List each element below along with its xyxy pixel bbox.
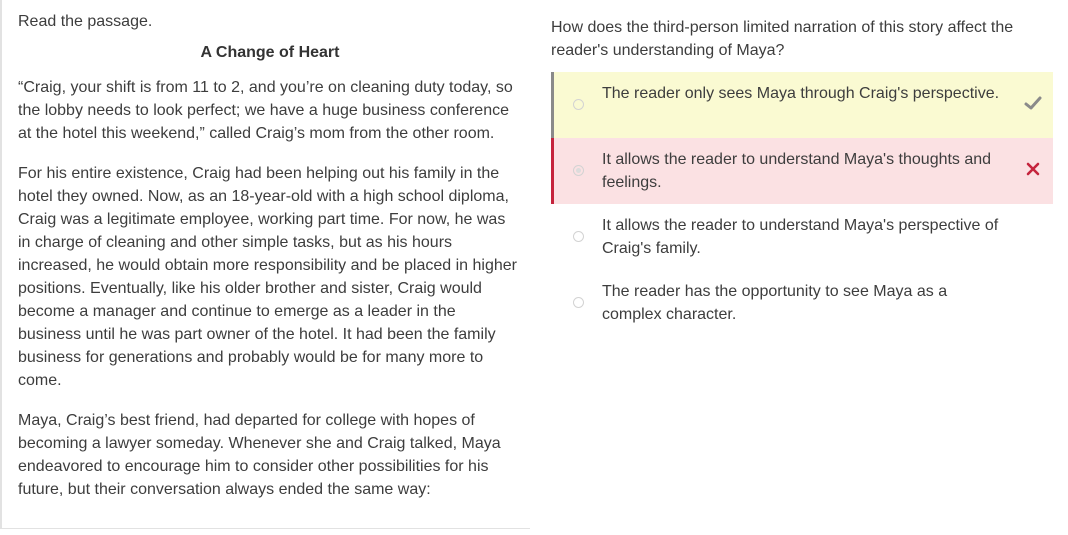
answer-choice-selected-incorrect[interactable] [551, 138, 1053, 204]
checkmark-icon [1023, 93, 1043, 113]
passage-content [2, 0, 530, 501]
passage-title: A Change of Heart [200, 44, 340, 61]
answer-choice-correct[interactable] [551, 72, 1053, 138]
passage-paragraph: For his entire existence, Craig had been helping out his family in the hotel they owned. Now, as an 18-year-old with a high school diploma, Craig was a legitimate employee, working part time. For now, he was in charge of cleaning and other simple tasks, but as his hours increased, he would obtain more responsibility and be placed in higher positions. Eventually, like his older brother and sister, Craig would become a manager and continue to emerge as a leader in the business until he was part owner of the hotel. It had been the family business for generations and probably would be for many more to come. [18, 165, 517, 389]
question-prompt: How does the third-person limited narration of this story affect the reader's understanding of Maya? [551, 19, 1014, 59]
answer-choice-text: It allows the reader to understand Maya's perspective of Craig's family. [602, 217, 999, 257]
answer-choice[interactable] [551, 270, 1053, 336]
x-icon [1023, 159, 1043, 179]
passage-pane[interactable] [0, 0, 530, 528]
radio-button[interactable] [573, 297, 584, 308]
answer-choice-text: The reader has the opportunity to see Maya as a complex character. [602, 283, 948, 323]
radio-button[interactable] [573, 99, 584, 110]
answer-choice-text: The reader only sees Maya through Craig's perspective. [602, 85, 1000, 102]
question-pane [551, 16, 1053, 336]
passage-paragraph: Maya, Craig’s best friend, had departed for college with hopes of becoming a lawyer someday. Whenever she and Craig talked, Maya endeavored to encourage him to consider other possibilities for his future, but their conversation always ended the same way: [18, 412, 501, 498]
radio-button[interactable] [573, 231, 584, 242]
radio-button-selected[interactable] [573, 165, 584, 176]
passage-instruction: Read the passage. [18, 13, 153, 30]
passage-bottom-divider [0, 528, 530, 529]
passage-paragraph: “Craig, your shift is from 11 to 2, and you’re on cleaning duty today, so the lobby needs to look perfect; we have a huge business conference at the hotel this weekend,” called Craig’s mom from the other room. [18, 79, 513, 142]
answer-choice[interactable] [551, 204, 1053, 270]
answer-choice-text: It allows the reader to understand Maya's thoughts and feelings. [602, 151, 992, 191]
